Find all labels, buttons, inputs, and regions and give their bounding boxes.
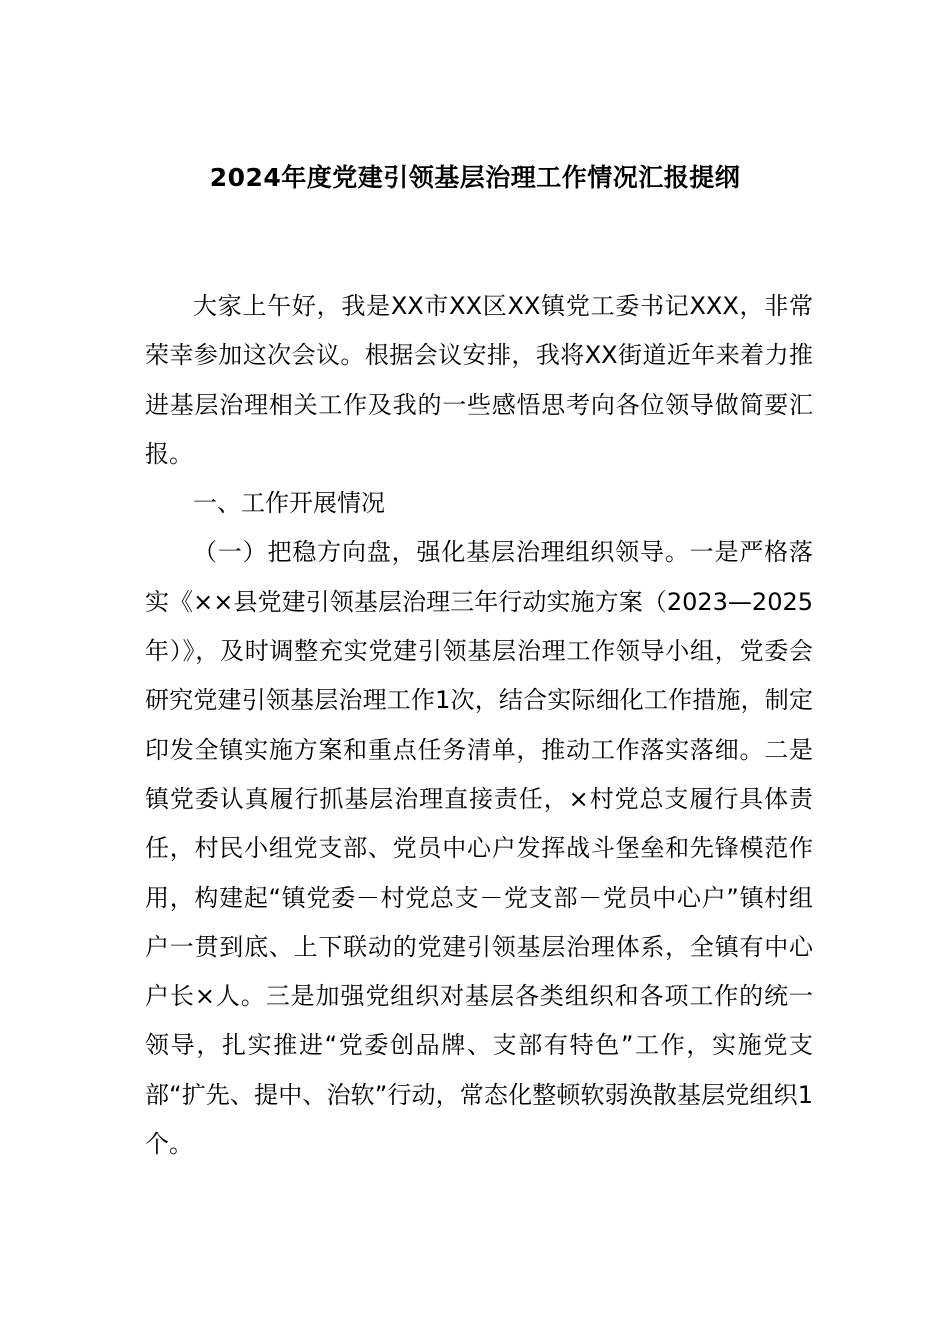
paragraph-organization-leadership: （一）把稳方向盘，强化基层治理组织领导。一是严格落实《××县党建引领基层治理三年行动实施方案（2023—2025年）》，及时调整充实党建引领基层治理工作领导小组，党委会研究党建引领基层治理工作1次，结合实际细化工作措施，制定印发全镇实施方案和重点任务清单，推动工作落实落细。二是镇党委认真履行抓基层治理直接责任，×村党总支履行具体责任，村民小组党支部、党员中心户发挥战斗堡垒和先锋模范作用，构建起“镇党委－村党总支－党支部－党员中心户”镇村组户一贯到底、上下联动的党建引领基层治理体系，全镇有中心户长×人。三是加强党组织对基层各类组织和各项工作的统一领导，扎实推进“党委创品牌、支部有特色”工作，实施党支部“扩先、提中、治软”行动，常态化整顿软弱涣散基层党组织1个。 bbox=[145, 538, 813, 1159]
document-body bbox=[145, 282, 813, 1169]
paragraph-greeting: 大家上午好，我是XX市XX区XX镇党工委书记XXX，非常荣幸参加这次会议。根据会议安排，我将XX街道近年来着力推进基层治理相关工作及我的一些感悟思考向各位领导做简要汇报。 bbox=[145, 292, 813, 468]
section-heading-work-progress: 一、工作开展情况 bbox=[193, 489, 385, 518]
document-title: 2024年度党建引领基层治理工作情况汇报提纲 bbox=[209, 163, 741, 192]
